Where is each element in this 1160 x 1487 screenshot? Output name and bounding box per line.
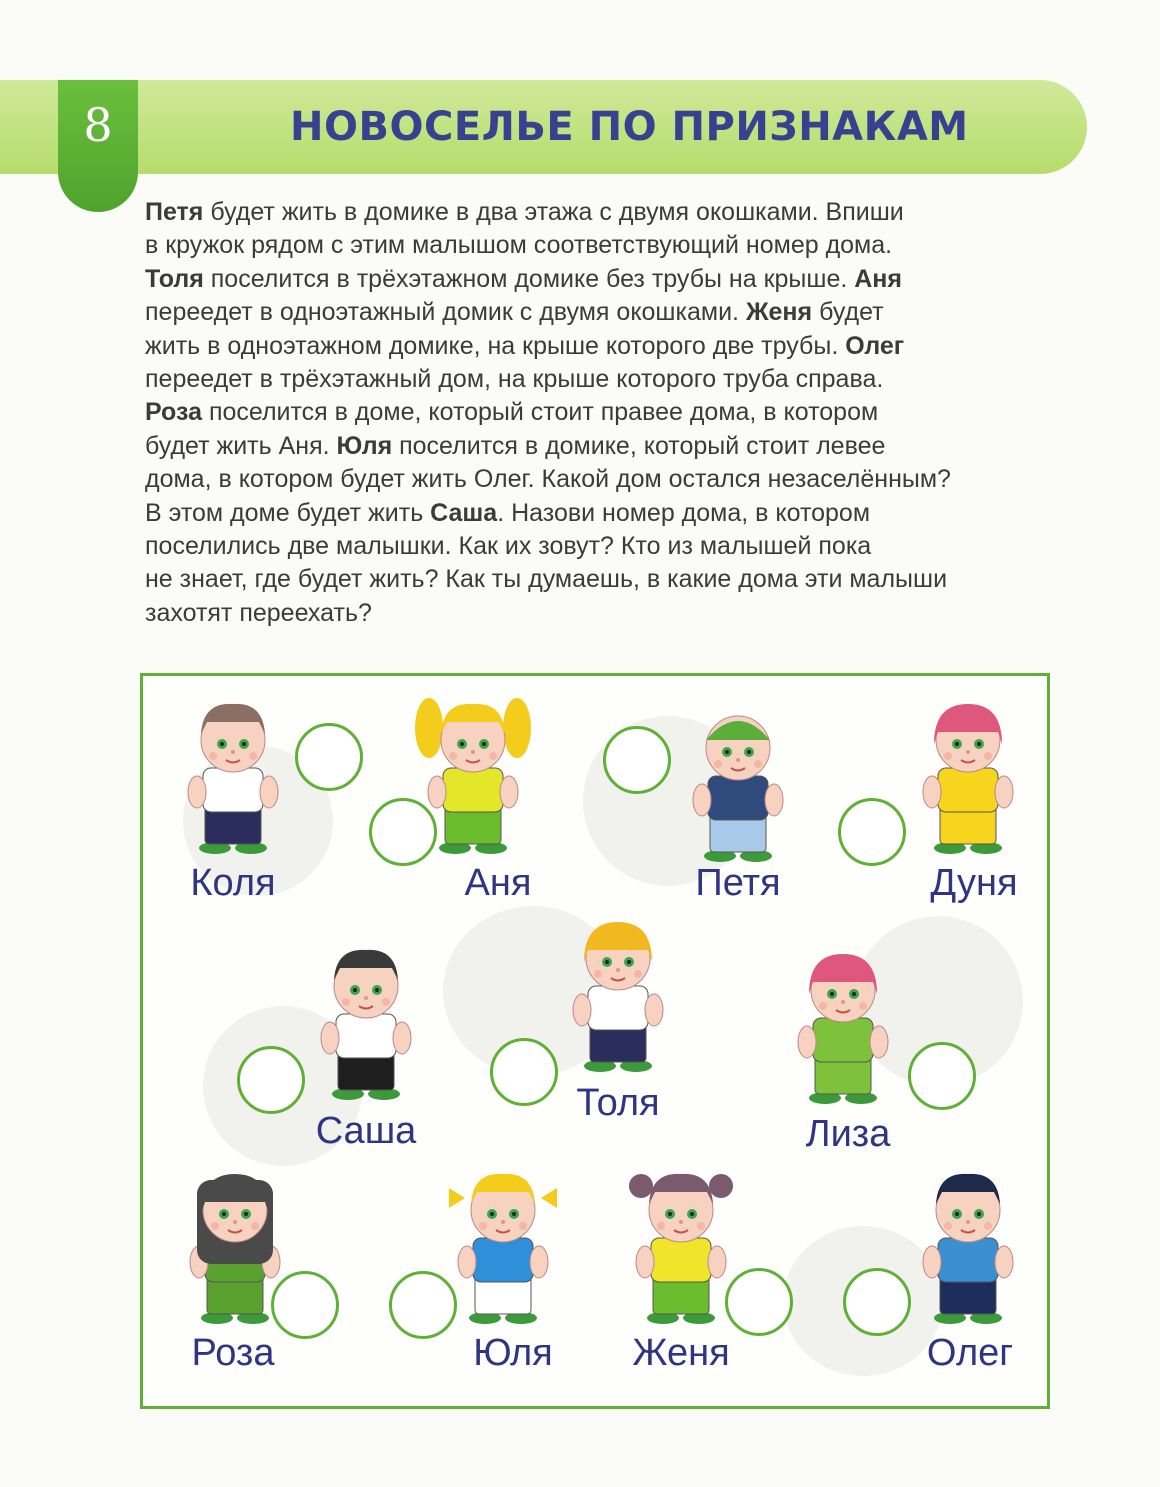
nose — [501, 1220, 505, 1224]
shirt — [336, 1014, 396, 1058]
cheek — [859, 1002, 867, 1010]
nose — [471, 750, 475, 754]
nose — [231, 750, 235, 754]
pupil — [955, 1212, 959, 1216]
nose — [364, 996, 368, 1000]
arm — [708, 1246, 726, 1278]
shirt — [203, 768, 263, 812]
child-illustration-yulya — [443, 1158, 563, 1328]
arm — [923, 1246, 941, 1278]
text-run: поселится в домике, который стоит левее — [392, 431, 886, 460]
child-name-bold: Юля — [336, 431, 393, 460]
child-name-zhenya: Женя — [632, 1332, 730, 1374]
child-name-bold: Олег — [845, 331, 905, 360]
pupil — [830, 992, 834, 996]
child-name-oleg: Олег — [926, 1332, 1014, 1374]
text-run: захотят переехать? — [145, 598, 372, 627]
cheek — [479, 1222, 487, 1230]
arm — [393, 1022, 411, 1054]
cheek — [209, 752, 217, 760]
task-text — [145, 196, 1065, 630]
text-run: переедет в одноэтажный домик с двумя окошками. — [145, 298, 746, 327]
arm — [260, 776, 278, 808]
child-name-kolya: Коля — [190, 862, 276, 904]
child-illustration-oleg — [908, 1158, 1028, 1328]
child-name-bold: Женя — [745, 298, 813, 327]
pupil — [490, 1212, 494, 1216]
nose — [736, 758, 740, 762]
pupil — [460, 742, 464, 746]
cheek — [984, 752, 992, 760]
child-name-petya: Петя — [695, 862, 781, 904]
nose — [616, 968, 620, 972]
arm — [798, 1026, 816, 1058]
pupil — [512, 1212, 516, 1216]
nose — [966, 750, 970, 754]
arm — [765, 784, 783, 816]
text-run: будет — [812, 298, 884, 327]
child-name-bold: Петя — [145, 198, 204, 226]
pupil — [220, 742, 224, 746]
cheek — [489, 752, 497, 760]
task-text-line — [145, 363, 1065, 396]
pupil — [353, 988, 357, 992]
shirt — [651, 1238, 711, 1282]
text-run: будет жить Аня. — [145, 431, 337, 460]
child-name-bold: Толя — [145, 264, 204, 293]
answer-circle-oleg[interactable] — [843, 1268, 911, 1336]
cheek — [657, 1222, 665, 1230]
page-title: НОВОСЕЛЬЕ ПО ПРИЗНАКАМ — [290, 104, 969, 150]
text-run: поселились две малышки. Как их зовут? Кто из малышей пока — [145, 531, 872, 560]
child-name-bold: Роза — [145, 398, 202, 427]
cheek — [211, 1222, 219, 1230]
pupil — [222, 1212, 226, 1216]
child-illustration-dunya — [908, 688, 1028, 858]
cheek — [249, 752, 257, 760]
cheek — [342, 998, 350, 1006]
child-name-tolya: Толя — [576, 1082, 660, 1124]
child-name-dunya: Дуня — [930, 862, 1018, 904]
arm — [995, 1246, 1013, 1278]
cheek — [251, 1222, 259, 1230]
answer-circle-liza[interactable] — [908, 1042, 976, 1110]
pupil — [482, 742, 486, 746]
puzzle-frame — [140, 673, 1050, 1409]
shirt — [588, 986, 648, 1030]
arm — [645, 994, 663, 1026]
task-text-line — [145, 497, 1065, 530]
shirt — [938, 768, 998, 812]
task-text-line — [145, 263, 1065, 296]
arm — [636, 1246, 654, 1278]
child-illustration-kolya — [173, 688, 293, 858]
pupil — [668, 1212, 672, 1216]
child-name-roza: Роза — [191, 1332, 275, 1374]
child-illustration-petya — [678, 696, 798, 866]
pupil — [747, 750, 751, 754]
arm — [458, 1246, 476, 1278]
arm — [530, 1246, 548, 1278]
arm — [693, 784, 711, 816]
shirt — [443, 768, 503, 812]
arm — [188, 776, 206, 808]
cheek — [944, 1222, 952, 1230]
answer-circle-sasha[interactable] — [237, 1046, 305, 1114]
text-run: . Назови номер дома, в котором — [497, 498, 871, 527]
cheek — [944, 752, 952, 760]
cheek — [819, 1002, 827, 1010]
arm — [995, 776, 1013, 808]
shirt — [813, 1018, 873, 1062]
arm — [500, 776, 518, 808]
task-text-line — [145, 296, 1065, 329]
pupil — [955, 742, 959, 746]
pupil — [375, 988, 379, 992]
text-run: в кружок рядом с этим малышом соответствующий номер дома. — [145, 231, 893, 260]
text-run: жить в одноэтажном домике, на крыше которого две трубы. — [145, 331, 846, 360]
child-illustration-zhenya — [621, 1158, 741, 1328]
child-illustration-liza — [783, 938, 903, 1108]
nose — [233, 1220, 237, 1224]
task-text-line — [145, 563, 1065, 596]
pupil — [725, 750, 729, 754]
answer-circle-petya[interactable] — [603, 726, 671, 794]
arm — [923, 776, 941, 808]
pupil — [244, 1212, 248, 1216]
pupil — [852, 992, 856, 996]
pupil — [627, 960, 631, 964]
bow — [449, 1188, 465, 1208]
cheek — [714, 760, 722, 768]
shirt — [938, 1238, 998, 1282]
cap — [706, 721, 770, 740]
page-number: 8 — [83, 98, 113, 152]
answer-circle-dunya[interactable] — [838, 798, 906, 866]
nose — [841, 1000, 845, 1004]
child-name-anya: Аня — [464, 862, 532, 904]
cheek — [382, 998, 390, 1006]
answer-circle-kolya[interactable] — [295, 723, 363, 791]
child-name-yulya: Юля — [473, 1332, 553, 1374]
task-text-line — [145, 463, 1065, 496]
child-illustration-roza — [175, 1158, 295, 1328]
cheek — [697, 1222, 705, 1230]
shirt — [708, 776, 768, 820]
arm — [870, 1026, 888, 1058]
task-text-line — [145, 530, 1065, 563]
hair-bun — [629, 1174, 653, 1198]
text-run: дома, в котором будет жить Олег. Какой дом остался незаселённым? — [145, 465, 951, 494]
task-text-line — [145, 330, 1065, 363]
child-name-liza: Лиза — [805, 1113, 891, 1155]
cheek — [594, 970, 602, 978]
task-text-line — [145, 396, 1065, 429]
pupil — [605, 960, 609, 964]
cheek — [449, 752, 457, 760]
child-name-bold: Аня — [854, 264, 902, 293]
child-name-bold: Саша — [430, 498, 498, 527]
arm — [573, 994, 591, 1026]
pupil — [690, 1212, 694, 1216]
child-illustration-tolya — [558, 906, 678, 1076]
cheek — [754, 760, 762, 768]
pupil — [242, 742, 246, 746]
task-text-line — [145, 229, 1065, 262]
bow — [541, 1188, 557, 1208]
text-run: поселится в трёхэтажном домике без трубы на крыше. — [203, 264, 855, 293]
hair-bun — [709, 1174, 733, 1198]
text-run: переедет в трёхэтажный дом, на крыше которого труба справа. — [145, 364, 884, 393]
text-run: поселится в доме, который стоит правее дома, в котором — [202, 398, 879, 427]
nose — [679, 1220, 683, 1224]
task-text-line — [145, 597, 1065, 630]
shirt — [473, 1238, 533, 1282]
text-run: не знает, где будет жить? Как ты думаешь, в какие дома эти малыши — [145, 565, 948, 594]
nose — [966, 1220, 970, 1224]
arm — [321, 1022, 339, 1054]
pigtail — [415, 698, 443, 758]
child-name-sasha: Саша — [315, 1110, 417, 1152]
task-text-line — [145, 196, 1065, 229]
pupil — [977, 742, 981, 746]
task-text-line — [145, 430, 1065, 463]
child-illustration-anya — [413, 688, 533, 858]
cheek — [984, 1222, 992, 1230]
text-run: В этом доме будет жить — [145, 498, 431, 527]
text-run: будет жить в домике в два этажа с двумя окошками. Впиши — [203, 198, 904, 226]
pupil — [977, 1212, 981, 1216]
pigtail — [503, 698, 531, 758]
arm — [428, 776, 446, 808]
cheek — [519, 1222, 527, 1230]
cheek — [634, 970, 642, 978]
child-illustration-sasha — [306, 934, 426, 1104]
